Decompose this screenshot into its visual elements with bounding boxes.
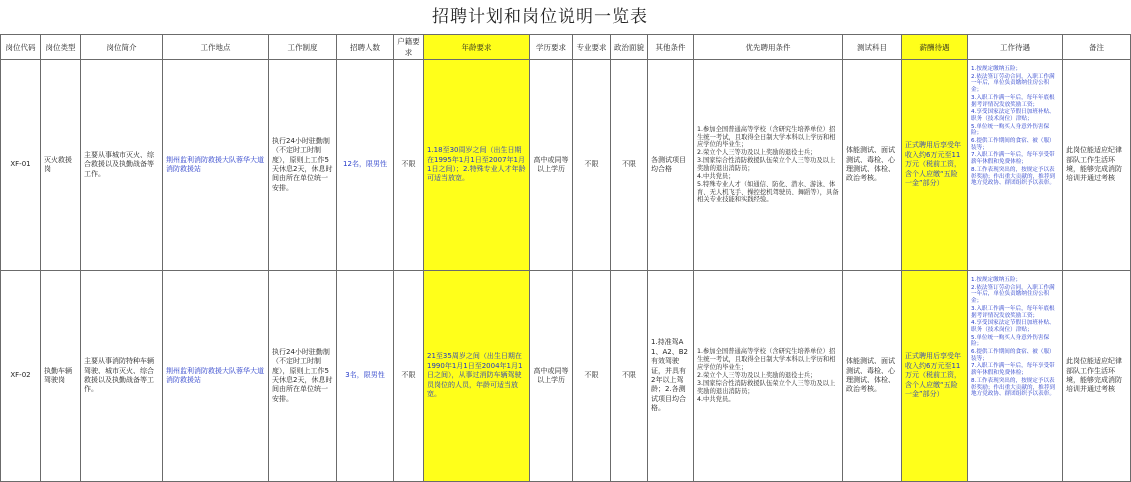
benefit-item: 7.入职工作满一年后，每年享受带薪年休假和免费体检； [971,363,1055,377]
work-location: 荆州监利消防救援大队蓉华大道消防救援站 [163,271,269,482]
age-requirement: 21至35周岁之间（出生日期在1990年1月1日至2004年1月1日之间），从事过消防车辆驾驶员岗位的人员，年龄可适当放宽。 [424,271,530,482]
work-location: 荆州监利消防救援大队蓉华大道消防救援站 [163,60,269,271]
header-cell: 学历要求 [530,35,573,60]
benefit-item: 7.入职工作满一年后，每年享受带薪年休假和免费体检； [971,152,1055,166]
remarks: 此岗位能适应纪律部队工作生活环境，能够完成消防培训并通过考核 [1063,60,1131,271]
header-row [1,35,1131,60]
benefit-item: 3.入职工作满一年后，每年年底根据考评情况发放奖励工资； [971,305,1055,319]
priority-item: 2.荣立个人三等功及以上奖励的退役士兵； [697,149,817,157]
benefit-item: 6.提供工作期间的食宿、被（服）装等； [971,349,1055,362]
age-requirement: 1.18至30周岁之间（出生日期在1995年1月1日至2007年1月1日之间）；2.特殊专业人才年龄可适当放宽。 [424,60,530,271]
header-cell: 备注 [1063,35,1131,60]
header-cell: 岗位代码 [1,35,41,60]
other-conditions: 1.持准驾A1、A2、B2有效驾驶证，并具有2年以上驾龄；2.各测试项目均合格。 [648,271,694,482]
position-type: 灭火救援岗 [41,60,81,271]
benefit-item: 4.享受国家法定节假日加班补贴、职务（技术岗位）津贴； [971,109,1055,122]
position-type: 执勤车辆驾驶岗 [41,271,81,482]
priority-item: 5.特殊专业人才（如通信、防化、潜水、游泳、体育、无人机飞手、操控挖机驾驶员、舞蹈等），具备相关专业技能和实践经验。 [697,180,839,204]
salary: 正式聘用后享受年收入约6万元至11万元（税前工资，含个人应缴“五险一金”部分） [902,271,968,482]
priority-item: 1.参加全国普通高等学校（含研究生培养单位）招生统一考试，且取得全日制大学本科以上学历和相应学位的毕业生； [697,348,836,372]
test-subjects: 体能测试、面试测试、毒检、心理测试、体检、政治考核。 [843,60,902,271]
work-benefits [968,60,1063,271]
hukou-requirement: 不限 [394,60,424,271]
benefit-item: 1.按规定缴纳五险； [971,277,1022,283]
test-subjects: 体能测试、面试测试、毒检、心理测试、体检、政治考核。 [843,271,902,482]
political-requirement: 不限 [611,60,648,271]
header-cell: 年龄要求 [424,35,530,60]
priority-item: 4.中共党员； [697,172,735,180]
recruitment-table [0,34,1131,482]
header-cell: 测试科目 [843,35,902,60]
table-row [1,271,1131,482]
header-cell: 工作地点 [163,35,269,60]
benefit-item: 4.享受国家法定节假日加班补贴、职务（技术岗位）津贴； [971,320,1055,333]
table-row [1,60,1131,271]
header-cell: 优先聘用条件 [694,35,843,60]
header-cell: 岗位简介 [81,35,163,60]
education-requirement: 高中或同等以上学历 [530,271,573,482]
hire-count: 3名，限男性 [337,271,394,482]
header-cell: 工作制度 [269,35,337,60]
header-cell: 薪酬待遇 [902,35,968,60]
header-cell: 户籍要求 [394,35,424,60]
work-system: 执行24小时驻勤制（不定时工时制度），原则上工作5天休息2天，休息时间由所在单位统一安排。 [269,271,337,482]
header-cell: 招聘人数 [337,35,394,60]
hire-count: 12名，限男性 [337,60,394,271]
work-system: 执行24小时驻勤制（不定时工时制度），原则上工作5天休息2天，休息时间由所在单位统一安排。 [269,60,337,271]
priority-conditions [694,271,843,482]
benefit-item: 5.单位统一购买人身意外伤害保险； [971,334,1050,348]
position-intro: 主要从事消防特种车辆驾驶、城市灭火、综合救援以及执勤战备等工作。 [81,271,163,482]
benefit-item: 5.单位统一购买人身意外伤害保险； [971,123,1050,137]
major-requirement: 不限 [573,271,611,482]
benefit-item: 8.工作表现突出的，按规定予以表彰奖励；作出重大贡献的，推荐到地方党政协、群团组织予以表彰。 [971,166,1055,187]
page-title: 招聘计划和岗位说明一览表 [432,7,648,27]
salary: 正式聘用后享受年收入约6万元至11万元（税前工资，含个人应缴“五险一金”部分） [902,60,968,271]
priority-item: 2.荣立个人三等功及以上奖励的退役士兵； [697,372,817,380]
benefit-item: 2.依法签订劳动合同，入职工作满一年后，单位负责缴纳住房公积金； [971,284,1055,305]
benefit-item: 3.入职工作满一年后，每年年底根据考评情况发放奖励工资； [971,94,1055,108]
priority-conditions [694,60,843,271]
priority-item: 1.参加全国普通高等学校（含研究生培养单位）招生统一考试，且取得全日制大学本科以上学历和相应学位的毕业生； [697,125,836,149]
major-requirement: 不限 [573,60,611,271]
header-cell: 工作待遇 [968,35,1063,60]
benefit-item: 6.提供工作期间的食宿、被（服）装等； [971,138,1055,151]
benefit-item: 1.按规定缴纳五险； [971,66,1022,72]
political-requirement: 不限 [611,271,648,482]
position-code: XF-02 [1,271,41,482]
header-cell: 专业要求 [573,35,611,60]
other-conditions: 各测试项目均合格 [648,60,694,271]
benefit-item: 8.工作表现突出的，按规定予以表彰奖励；作出重大贡献的，推荐到地方党政协、群团组织予以表彰。 [971,377,1055,398]
priority-item: 3.国家综合性消防救援队伍荣立个人三等功及以上奖励的退出消防员； [697,379,836,395]
position-code: XF-01 [1,60,41,271]
header-cell: 岗位类型 [41,35,81,60]
remarks: 此岗位能适应纪律部队工作生活环境，能够完成消防培训并通过考核 [1063,271,1131,482]
education-requirement: 高中或同等以上学历 [530,60,573,271]
priority-item: 4.中共党员。 [697,395,735,403]
work-benefits [968,271,1063,482]
header-cell: 其他条件 [648,35,694,60]
benefit-item: 2.依法签订劳动合同，入职工作满一年后，单位负责缴纳住房公积金； [971,73,1055,94]
hukou-requirement: 不限 [394,271,424,482]
priority-item: 3.国家综合性消防救援队伍荣立个人三等功及以上奖励的退出消防员； [697,157,836,172]
header-cell: 政治面貌 [611,35,648,60]
position-intro: 主要从事城市灭火、综合救援以及执勤战备等工作。 [81,60,163,271]
